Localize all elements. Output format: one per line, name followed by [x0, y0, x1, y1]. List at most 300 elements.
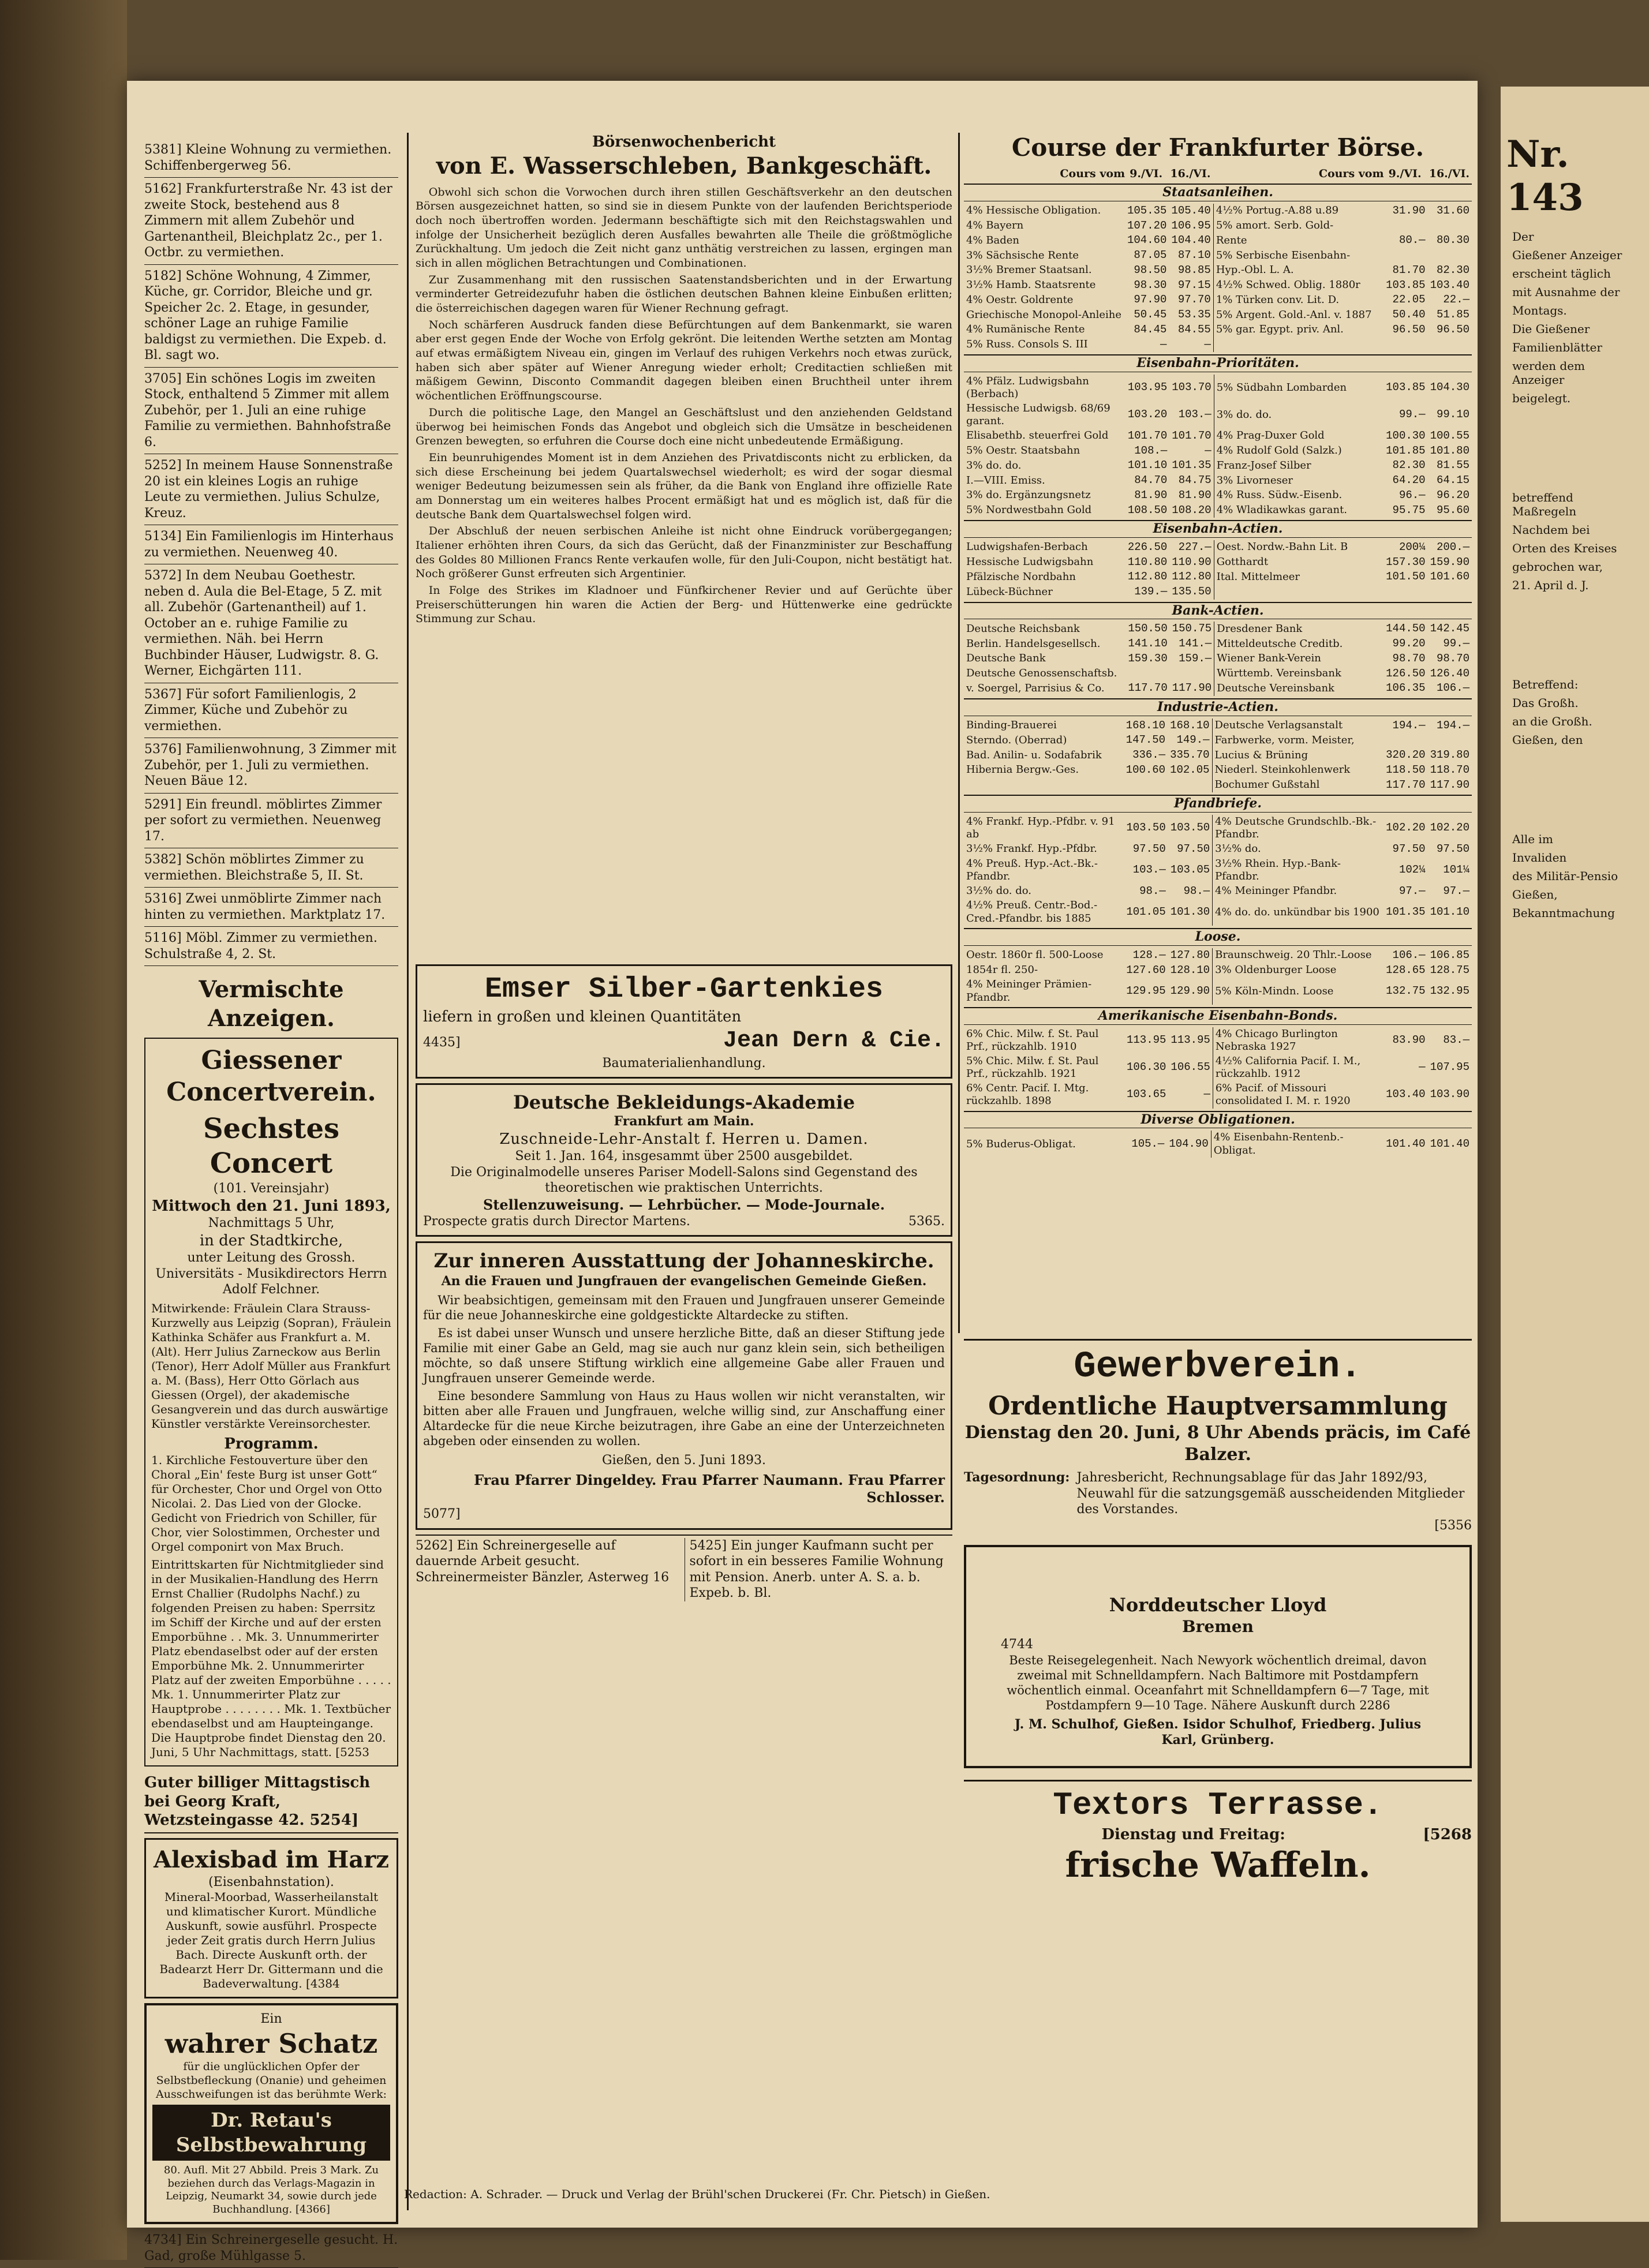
table-row [964, 857, 1472, 884]
gewerb-ad [964, 1339, 1472, 1533]
security-name: 4% Prag-Duxer Gold [1214, 429, 1383, 444]
course-value: 128.75 [1430, 963, 1469, 976]
security-name: 3% do. Ergänzungsnetz [966, 489, 1091, 501]
course-value: 96.20 [1436, 488, 1469, 501]
schatz-tail: 80. Aufl. Mit 27 Abbild. Preis 3 Mark. Zu beziehen durch das Verlags-Magazin in Leipzig, Neumarkt 34, sowie durch jede Buchhandlung. [4366] [163, 2164, 379, 2215]
course-value: 102.05 [1170, 763, 1210, 776]
course-value: 128.10 [1170, 963, 1210, 976]
security-name: Pfälzische Nordbahn [966, 570, 1076, 583]
course-value [1383, 733, 1427, 748]
newspaper-page [127, 81, 1478, 2263]
small-ad: 5316] Zwei unmöblirte Zimmer nach hinten zu vermiethen. Marktplatz 17. [144, 888, 398, 927]
table-row [964, 899, 1472, 926]
next-page-line: Der [1512, 230, 1534, 244]
small-ad: 5367] Für sofort Familienlogis, 2 Zimmer, Küche und Zubehör zu vermiethen. [144, 683, 398, 739]
course-value: 168.10 [1125, 718, 1166, 732]
course-value: 81.70 [1392, 263, 1426, 276]
security-name: Wiener Bank-Verein [1214, 652, 1383, 667]
akademie-ad [416, 1083, 952, 1237]
security-name: 5% Nordwestbahn Gold [966, 504, 1092, 517]
course-value: 117.90 [1172, 682, 1212, 695]
table-row [964, 1131, 1472, 1158]
course-value: 101.85 [1386, 444, 1426, 457]
course-value: 159.90 [1430, 555, 1469, 568]
akademie-line: Zuschneide-Lehr-Anstalt f. Herren u. Damen. [499, 1130, 869, 1148]
next-page-number: Nr. 143 [1506, 133, 1584, 219]
security-name: 4% Chicago Burlington Nebraska 1927 [1213, 1027, 1383, 1054]
small-ad: 5252] In meinem Hause Sonnenstraße 20 ist ein kleines Logis an ruhige Leute zu vermiethen. Julius Schulze, Kreuz. [144, 454, 398, 525]
table-row [964, 748, 1472, 763]
course-value: 150.50 [1128, 622, 1168, 635]
security-name: Gotthardt [1214, 555, 1383, 570]
table-row [964, 323, 1472, 338]
concert-place: in der Stadtkirche, [199, 1232, 343, 1249]
course-value: 31.90 [1392, 204, 1426, 217]
schatz-ad [144, 2003, 398, 2224]
lloyd-agents: J. M. Schulhof, Gießen. Isidor Schulhof, Friedberg. Julius Karl, Grünberg. [1014, 1716, 1422, 1747]
course-value [1124, 778, 1168, 793]
small-ad: 5182] Schöne Wohnung, 4 Zimmer, Küche, gr. Corridor, Bleiche und gr. Speicher 2c. 2. Etage, in gesunder, schöner Lage an ruhige Familie baldigst zu vermiethen. Die Expeb. d. Bl. sagt wo. [144, 265, 398, 368]
course-value: 106.30 [1127, 1061, 1166, 1074]
course-value [1383, 248, 1427, 263]
report-paragraph: Zur Zusammenhang mit den russischen Saatenstandsberichten und in der Erwartung verminderter Getreidezufuhr haben die östlichen deutschen Bahnen kleine Einbußen erlitten; die österreichischen dagegen waren für Wiener Rechnung gefragt. [416, 273, 952, 315]
alexisbad-sub: (Eisenbahnstation). [208, 1874, 334, 1889]
akademie-title: Deutsche Bekleidungs-Akademie [513, 1091, 855, 1113]
course-value: 81.90 [1178, 488, 1211, 501]
course-value: 97.50 [1177, 842, 1210, 855]
bottom-ads [416, 1535, 952, 1601]
course-value [1383, 338, 1427, 353]
table-row [964, 278, 1472, 293]
course-tables [964, 184, 1472, 1158]
course-value: 95.75 [1392, 503, 1426, 517]
course-value: 80.30 [1436, 234, 1469, 247]
course-value [1428, 219, 1472, 234]
next-page-line: gebrochen war, [1512, 560, 1603, 574]
table-row [964, 293, 1472, 308]
course-value: 101.60 [1430, 570, 1469, 583]
course-value: 97.50 [1132, 842, 1166, 855]
course-value: 95.60 [1436, 503, 1469, 517]
course-value [1428, 248, 1472, 263]
course-value: 101.30 [1170, 905, 1210, 918]
course-value: 98.70 [1436, 652, 1469, 665]
course-value: 97.50 [1392, 842, 1426, 855]
emser-sub: liefern in großen und kleinen Quantitäten [423, 1008, 742, 1026]
next-page-line: Gießen, den [1512, 733, 1583, 747]
textor-main: frische Waffeln. [1065, 1845, 1371, 1885]
course-value: 128.65 [1386, 963, 1426, 976]
security-name: v. Soergel, Parrisius & Co. [966, 682, 1105, 694]
security-name: 4% do. do. unkündbar bis 1900 [1213, 899, 1383, 926]
next-page-line: Familienblätter [1512, 340, 1602, 354]
course-value: 117.70 [1386, 778, 1426, 791]
security-name: 4% Bayern [966, 219, 1024, 232]
next-page-line: des Militär-Pensio [1512, 869, 1618, 883]
security-name: Mitteldeutsche Creditb. [1214, 637, 1383, 652]
course-value: 31.60 [1436, 204, 1469, 217]
security-name: 5% Köln-Mindn. Loose [1213, 978, 1384, 1005]
course-value: 97.15 [1177, 278, 1211, 291]
next-page-lines [1501, 225, 1649, 925]
table-row [964, 948, 1472, 963]
security-name: 3% do. do. [1214, 402, 1383, 429]
course-value: 101.10 [1430, 905, 1469, 918]
table-row [964, 622, 1472, 637]
course-value: 128.— [1132, 948, 1166, 961]
report-paragraph: Ein beunruhigendes Moment ist in dem Anziehen des Privatdisconts nicht zu erblicken, da sich diese Erscheinung bei jedem Quartalswechsel wiederholt; es wird der sogar diesmal weniger Bedeutung beizumessen sein als früher, da die Bank von England ihre offizielle Rate am Donnerstag um ein weiteres halbes Procent ermäßigt hat und es möglich ist, daß für die deutsche Bank dem Quartalswechsel folgen wird. [416, 451, 952, 521]
section-heading: Eisenbahn-Actien. [964, 520, 1472, 538]
security-name: 3½% do. [1213, 842, 1383, 857]
gewerb-sub: Ordentliche Hauptversammlung [988, 1391, 1448, 1421]
course-value: 98.— [1183, 884, 1210, 897]
section-heading: Staatsanleihen. [964, 184, 1472, 201]
table-row [964, 458, 1472, 473]
course-table [964, 1027, 1472, 1109]
report-paragraph: Noch schärferen Ausdruck fanden diese Befürchtungen auf dem Bankenmarkt, sie waren aber erst gegen Ende der Woche von Erfolg gekrönt. Die leitenden Werthe setzten am Montag auf etwas ermäßigtem Niveau ein, gingen im Verlauf des ruhigen Verkehrs noch etwas zurück, haben sich aber später auf Wiener Anregung wieder erholt; Creditactien schließen mit mäßigem Gewinn, Disconto Commandit dagegen bleiben einen Bruchtheil unter ihrem wöchentlichen Eröffnungscourse. [416, 318, 952, 403]
course-value: 168.10 [1170, 718, 1210, 732]
security-name: 4% Meininger Prämien-Pfandbr. [966, 978, 1092, 1004]
course-value: 118.70 [1430, 763, 1469, 776]
concert-time: Nachmittags 5 Uhr, [208, 1216, 335, 1230]
course-value: 106.35 [1386, 682, 1426, 695]
course-value: 320.20 [1386, 748, 1426, 761]
next-page-line: Montags. [1512, 304, 1567, 317]
table-row [964, 375, 1472, 402]
course-value: 97.— [1399, 884, 1426, 897]
course-value: 101.10 [1127, 459, 1168, 472]
course-value: 99.— [1443, 637, 1469, 650]
course-value: 141.— [1179, 637, 1212, 650]
security-name: 4½% Preuß. Centr.-Bod.-Cred.-Pfandbr. bis 1885 [966, 899, 1098, 925]
course-value: 97.70 [1177, 293, 1211, 306]
column-rule [958, 133, 960, 1333]
course-table [964, 1131, 1472, 1158]
emser-firm: Jean Dern & Cie. [723, 1027, 945, 1054]
report-paragraph: Der Abschluß der neuen serbischen Anleihe ist nicht ohne Eindruck vorübergegangen; Italiener erhöhten ihren Cours, da sich das Gerücht, daß der Finanzminister zur Beschaffung des Goldes 80 Millionen Francs Rente verkaufen wolle, für den Juli-Coupon, nicht bestätigt hat. Noch größerer Gunst erfreuten sich Argentinier. [416, 525, 952, 581]
lloyd-ad [964, 1545, 1472, 1768]
course-value: 87.10 [1177, 249, 1211, 261]
security-name: Sterndo. (Oberrad) [966, 733, 1067, 746]
course-value: 129.90 [1170, 984, 1210, 997]
security-name: 5% amort. Serb. Gold- [1213, 219, 1383, 234]
course-value: 150.75 [1172, 622, 1212, 635]
security-name [1213, 338, 1383, 353]
next-page-line: Bekanntmachung [1512, 906, 1615, 920]
report-paragraph: Obwohl sich schon die Vorwochen durch ihren stillen Geschäftsverkehr an den deutschen Börsen ausgezeichnet hatten, so sind sie in diesem Punkte von der laufenden Berichtsperiode doch noch übertroffen worden. Jedermann beschäftigte sich mit den Reichstagswahlen und infolge der Unsicherheit bezüglich deren Ausfalles bewahrten alle Theile die größtmögliche Zurückhaltung. Um jedoch die Zeit nicht ganz unthätig verstreichen zu lassen, ergingen man sich in allen möglichen Betrachtungen und Combinationen. [416, 185, 952, 270]
course-value: 81.55 [1436, 459, 1469, 472]
course-value: 103.05 [1170, 863, 1210, 877]
security-name: 4% Deutsche Grundschlb.-Bk.-Pfandbr. [1213, 815, 1383, 842]
emser-title: Emser Silber-Gartenkies [484, 972, 884, 1006]
bottom-ad: 5262] Ein Schreinergeselle auf dauernde Arbeit gesucht. Schreinermeister Bänzler, Asterweg 16 [416, 1538, 670, 1585]
table-row [964, 429, 1472, 444]
course-value: 159.30 [1128, 652, 1168, 665]
course-value: 107.95 [1430, 1061, 1469, 1074]
col-head: 9./VI. [1388, 167, 1422, 180]
course-value: 102.20 [1386, 821, 1426, 834]
course-value: 106.85 [1430, 948, 1469, 961]
course-value: 113.95 [1127, 1034, 1166, 1047]
concert-sub: (101. Vereinsjahr) [213, 1181, 330, 1196]
security-name: Franz-Josef Silber [1214, 458, 1383, 473]
security-name: 6% Centr. Pacif. I. Mtg. rückzahlb. 1898 [966, 1081, 1089, 1107]
course-value: 129.95 [1126, 984, 1166, 997]
course-value [1168, 778, 1212, 793]
security-name: Dresdener Bank [1214, 622, 1383, 637]
kirche-date: Gießen, den 5. Juni 1893. [602, 1453, 766, 1468]
course-value: 100.60 [1125, 763, 1166, 776]
table-row [964, 763, 1472, 778]
course-value: — [1203, 1088, 1210, 1101]
table-row [964, 667, 1472, 682]
table-row [964, 1027, 1472, 1054]
course-value: 51.85 [1436, 308, 1469, 321]
course-value: 99.10 [1436, 408, 1469, 421]
col-head: Cours vom [1060, 167, 1125, 180]
course-value: 110.80 [1127, 555, 1168, 568]
security-name: 3½% Rhein. Hyp.-Bank-Pfandbr. [1213, 857, 1383, 884]
course-value: 101.70 [1127, 429, 1168, 442]
security-name: Braunschweig. 20 Thlr.-Loose [1213, 948, 1384, 963]
course-value: 108.20 [1172, 503, 1211, 517]
course-value: 97.90 [1134, 293, 1167, 306]
course-value: 102¼ [1399, 863, 1426, 877]
akademie-num: 5365. [908, 1214, 945, 1229]
col-head: Cours vom [1318, 167, 1384, 180]
course-value: 194.— [1392, 718, 1426, 732]
column-rule [407, 133, 409, 2210]
next-page-line: Gießen, [1512, 888, 1558, 901]
small-ad: 5381] Kleine Wohnung zu vermiethen. Schiffenbergerweg 56. [144, 139, 398, 178]
course-value: 157.30 [1386, 555, 1426, 568]
table-row [964, 555, 1472, 570]
concert-ad [144, 1038, 398, 1767]
course-value: 135.50 [1172, 585, 1211, 598]
course-value: 113.95 [1171, 1034, 1210, 1047]
course-value: 84.75 [1178, 474, 1211, 486]
security-name: 1% Türken conv. Lit. D. [1213, 293, 1383, 308]
course-value: 84.55 [1177, 323, 1211, 336]
course-table [964, 540, 1472, 600]
table-row [964, 444, 1472, 459]
akademie-bottom: Stellenzuweisung. — Lehrbücher. — Mode-Journale. [483, 1196, 885, 1213]
security-name: I.—VIII. Emiss. [966, 474, 1045, 486]
alexisbad-title: Alexisbad im Harz [154, 1846, 389, 1873]
course-value: 127.80 [1170, 948, 1210, 961]
course-value: 104.40 [1171, 234, 1211, 247]
concert-program-head: Programm. [224, 1435, 319, 1453]
concert-program: 1. Kirchliche Festouverture über den Choral „Ein' feste Burg ist unser Gott“ für Orchester, Chor und Orgel von Otto Nicolai. 2. Das Lied von der Glocke. Gedicht von Friedrich von Schiller, für Chor, vier Solostimmen, Orchester und Orgel componirt von Max Bruch. [151, 1453, 382, 1554]
lunch-ad: Guter billiger Mittagstisch bei Georg Kraft, Wetzsteingasse 42. 5254] [144, 1771, 398, 1833]
next-page-edge [1501, 87, 1649, 2222]
course-value: — [1205, 444, 1211, 457]
table-row [964, 233, 1472, 248]
security-name: 5% Südbahn Lombarden [1214, 375, 1383, 402]
bottom-ad: 5425] Ein junger Kaufmann sucht per sofort in ein besseres Familie Wohnung mit Pension. Anerb. unter A. S. a. b. Expeb. b. Bl. [685, 1538, 953, 1601]
security-name: 3½% Bremer Staatsanl. [966, 264, 1092, 276]
course-value: 101.35 [1172, 459, 1211, 472]
course-value: 53.35 [1177, 308, 1211, 321]
section-heading: Loose. [964, 928, 1472, 946]
course-value: 117.90 [1430, 778, 1469, 791]
course-value: 101.50 [1386, 570, 1426, 583]
next-page-line: Betreffend: [1512, 678, 1579, 691]
course-value: — [1160, 338, 1167, 351]
security-name: 5% Oestr. Staatsbahn [966, 444, 1080, 457]
course-value: 84.45 [1134, 323, 1167, 336]
table-row [964, 219, 1472, 234]
course-value: 126.50 [1386, 667, 1426, 680]
course-value: 98.70 [1392, 652, 1426, 665]
security-name: 3% Oldenburger Loose [1213, 963, 1384, 978]
course-value: 98.30 [1134, 278, 1167, 291]
concert-tickets: Eintrittskarten für Nichtmitglieder sind in der Musikalien-Handlung des Herrn Ernst Challier (Rudolphs Nachf.) zu folgenden Preisen zu haben: Sperrsitz im Schiff der Kirche und auf der ersten Emporbühne . . Mk. 3. Unnummerirter Platz ebendaselbst oder auf der ersten Emporbühne Mk. 2. Unnummerirter Platz auf der zweiten Emporbühne . . . . . Mk. 1. Unnummerirter Platz zur Hauptprobe . . . . . . . . Mk. 1. Textbücher ebendaselbst und am Haupteingange. Die Hauptprobe findet Dienstag den 20. Juni, 5 Uhr Nachmittags, statt. [5253 [151, 1558, 391, 1759]
book-spine [0, 0, 127, 2260]
course-value: 82.30 [1436, 263, 1469, 276]
course-title: Course der Frankfurter Börse. [1011, 133, 1424, 162]
course-value: 102.20 [1430, 821, 1469, 834]
table-row [964, 308, 1472, 323]
lloyd-city: Bremen [1181, 1617, 1254, 1636]
schatz-title: wahrer Schatz [164, 2027, 378, 2059]
security-name: 4% Wladikawkas garant. [1214, 503, 1383, 518]
course-value: 319.80 [1430, 748, 1469, 761]
next-page-line: 21. April d. J. [1512, 578, 1589, 592]
course-value: 105.— [1131, 1137, 1165, 1150]
security-name: 6% Chic. Milw. f. St. Paul Prf., rückzahlb. 1910 [966, 1027, 1099, 1053]
course-value: 147.50 [1125, 733, 1166, 747]
col-head: 16./VI. [1429, 167, 1469, 180]
emser-ad [416, 964, 952, 1079]
middle-column [416, 133, 952, 1601]
course-value [1428, 585, 1472, 600]
last-small-ad: 4734] Ein Schreinergeselle gesucht. H. Gad, große Mühlgasse 5. [144, 2229, 398, 2268]
next-page-line: mit Ausnahme der [1512, 285, 1620, 299]
security-name: Deutsche Vereinsbank [1214, 681, 1383, 696]
next-page-line: Invaliden [1512, 851, 1567, 864]
security-name: 1854r fl. 250- [966, 964, 1038, 976]
concert-lead: unter Leitung des Grossh. Universitäts - Musikdirectors Herrn Adolf Felchner. [155, 1251, 387, 1297]
course-value [1428, 338, 1472, 353]
kirche-text [423, 1293, 945, 1449]
security-name: 4% Baden [966, 234, 1020, 246]
security-name: 3½% Hamb. Staatsrente [966, 279, 1096, 291]
course-value: 108.50 [1127, 503, 1168, 517]
security-name: Deutsche Genossenschaftsb. [966, 667, 1117, 680]
security-name: 5% Russ. Consols S. III [966, 338, 1088, 351]
course-value: — [1204, 338, 1211, 351]
course-value [1125, 667, 1169, 682]
course-value: 103.85 [1386, 278, 1426, 291]
alexisbad-ad [144, 1838, 398, 1999]
course-value: 126.40 [1430, 667, 1469, 680]
security-name: 4% Frankf. Hyp.-Pfdbr. v. 91 ab [966, 815, 1115, 841]
table-row [964, 540, 1472, 555]
security-name: 5% Argent. Gold.-Anl. v. 1887 [1213, 308, 1383, 323]
security-name: 4% Rumänische Rente [966, 323, 1085, 336]
akademie-since: Seit 1. Jan. 164, insgesammt über 2500 ausgebildet. [515, 1149, 853, 1163]
table-row [964, 1081, 1472, 1109]
course-value: 142.45 [1430, 622, 1469, 635]
course-value: 101.05 [1126, 905, 1166, 918]
gewerb-date: Dienstag den 20. Juni, 8 Uhr Abends präcis, im Café Balzer. [964, 1423, 1471, 1465]
security-name: Niederl. Steinkohlenwerk [1212, 763, 1383, 778]
security-name: Farbwerke, vorm. Meister, [1212, 733, 1383, 748]
course-value: 226.50 [1127, 540, 1168, 553]
course-value: 141.10 [1128, 637, 1168, 650]
course-value: 335.70 [1170, 748, 1210, 761]
course-table [964, 622, 1472, 696]
security-name: Bad. Anilin- u. Sodafabrik [966, 748, 1102, 761]
report-paragraph: In Folge des Strikes im Kladnoer und Fünfkirchener Revier und auf Gerüchte über Preiserschütterungen hin waren die Actien der Berg- und Hüttenwerke eine gedrückte Stimmung zur Schau. [416, 584, 952, 626]
course-value: 83.— [1443, 1034, 1469, 1047]
course-value: 106.— [1392, 948, 1426, 961]
security-name: Oest. Nordw.-Bahn Lit. B [1214, 540, 1383, 555]
course-value: 101.35 [1386, 905, 1426, 918]
section-heading: Amerikanische Eisenbahn-Bonds. [964, 1007, 1472, 1025]
next-page-line: erscheint täglich [1512, 267, 1611, 280]
course-value: 99.20 [1392, 637, 1426, 650]
course-value: 22.05 [1392, 293, 1426, 306]
schatz-body: für die unglücklichen Opfer der Selbstbefleckung (Onanie) und geheimen Ausschweifungen ist das berühmte Werk: [155, 2060, 387, 2101]
table-row [964, 978, 1472, 1005]
course-value: 84.70 [1134, 474, 1168, 486]
course-value: 159.— [1179, 652, 1212, 665]
report-firm: von E. Wasserschleben, Bankgeschäft. [436, 152, 932, 179]
course-value: 103.50 [1170, 821, 1210, 834]
course-value: 98.50 [1134, 263, 1167, 276]
course-value [1383, 585, 1427, 600]
small-ad: 5116] Möbl. Zimmer zu vermiethen. Schulstraße 4, 2. St. [144, 927, 398, 966]
course-value: 83.90 [1392, 1034, 1426, 1047]
security-name: 4% Rudolf Gold (Salzk.) [1214, 444, 1383, 459]
report-text [416, 185, 952, 959]
right-column [964, 133, 1472, 1158]
security-name: 5% Buderus-Obligat. [966, 1137, 1076, 1150]
security-name [964, 778, 1124, 793]
security-name: 5% Chic. Milw. f. St. Paul Prf., rückzahlb. 1921 [966, 1054, 1099, 1080]
course-value [1383, 219, 1427, 234]
course-value: 100.30 [1386, 429, 1426, 442]
table-row [964, 884, 1472, 899]
security-name: Griechische Monopol-Anleihe [966, 308, 1122, 321]
course-value: 100.55 [1430, 429, 1469, 442]
security-name: 3% Livorneser [1214, 473, 1383, 488]
emser-tail: Baumaterialienhandlung. [602, 1056, 766, 1071]
table-row [964, 503, 1472, 518]
table-row [964, 473, 1472, 488]
course-value: 144.50 [1386, 622, 1426, 635]
security-name: 4% Oestr. Goldrente [966, 293, 1074, 306]
kirche-title: Zur inneren Ausstattung der Johanneskirche. [433, 1249, 934, 1273]
course-value: 87.05 [1134, 249, 1167, 261]
gewerb-agenda-label: Tagesordnung: [964, 1470, 1070, 1485]
course-value: 103.70 [1172, 381, 1211, 394]
course-value: 105.40 [1171, 204, 1211, 217]
security-name: Ludwigshafen-Berbach [966, 541, 1088, 553]
section-heading: Bank-Actien. [964, 602, 1472, 620]
security-name: Deutsche Verlagsanstalt [1212, 718, 1383, 733]
col-head: 9./VI. [1130, 167, 1163, 180]
course-value: 50.40 [1392, 308, 1426, 321]
course-value: 103.95 [1127, 381, 1168, 394]
next-page-line: Gießener Anzeiger [1512, 248, 1622, 262]
course-table [964, 375, 1472, 518]
akademie-body: Die Originalmodelle unseres Pariser Modell-Salons sind Gegenstand des theoretischen wie praktischen Unterrichts. [450, 1165, 918, 1195]
course-value: 97.50 [1436, 842, 1469, 855]
course-value: 336.— [1132, 748, 1166, 761]
